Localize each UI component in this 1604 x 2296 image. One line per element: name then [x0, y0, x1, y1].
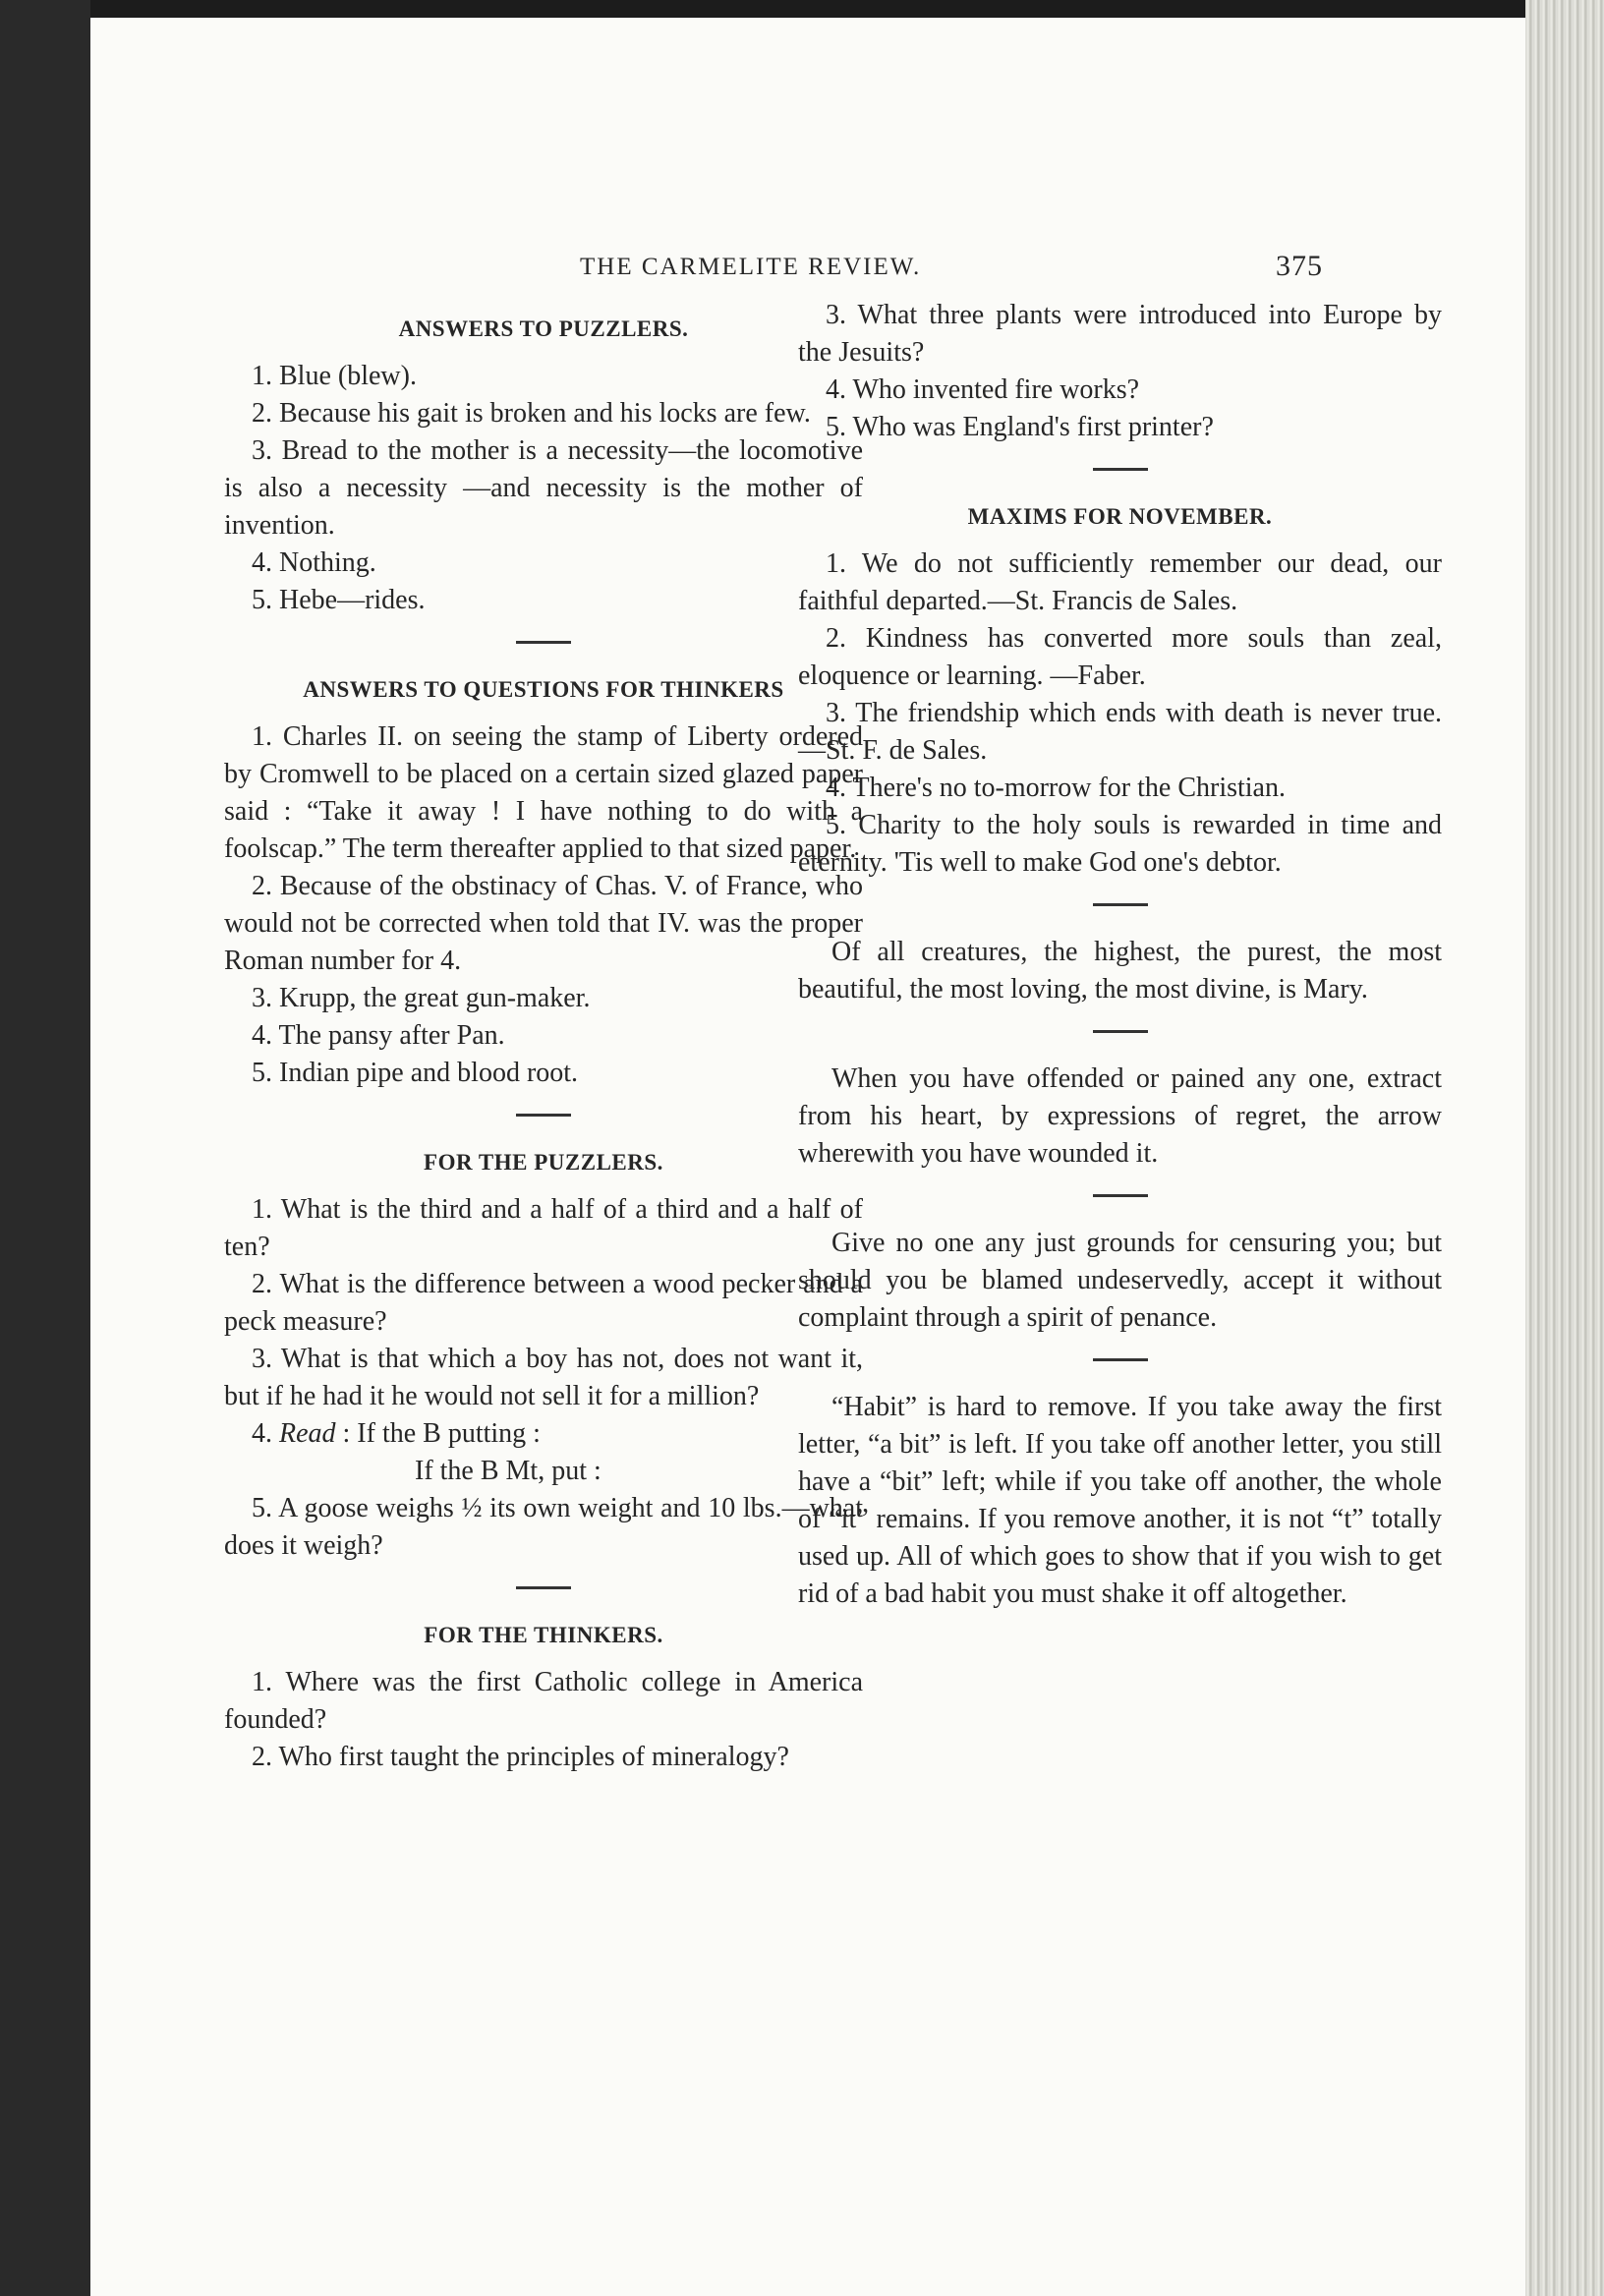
heading-maxims-for-november: MAXIMS FOR NOVEMBER. — [967, 504, 1273, 529]
list-item: 4. Who invented fire works? — [826, 374, 1140, 405]
book-page — [90, 18, 1525, 2296]
list-item: 5. Charity to the holy souls is rewarded in time and eternity. 'Tis well to make God one's debtor. — [798, 810, 1442, 878]
riddle-line-2: If the B Mt, put : — [415, 1456, 602, 1486]
italic-read: Read — [279, 1418, 336, 1449]
list-item: 1. We do not sufficiently remember our dead, our faithful departed.—St. Francis de Sales. — [798, 548, 1442, 616]
list-item: 2. What is the difference between a wood pecker and a peck measure? — [224, 1269, 863, 1337]
section-divider — [1093, 1030, 1148, 1033]
list-item: 3. Bread to the mother is a necessity—the locomotive is also a necessity —and necessity is the mother of invention. — [224, 435, 863, 541]
section-divider — [1093, 903, 1148, 906]
section-divider — [1093, 1194, 1148, 1197]
section-divider — [1093, 1358, 1148, 1361]
section-divider — [516, 641, 571, 644]
list-item-riddle — [224, 1415, 863, 1453]
list-item: 2. Because his gait is broken and his locks are few. — [252, 398, 811, 429]
section-divider — [1093, 468, 1148, 471]
facing-page-edge — [0, 0, 90, 2296]
left-column — [224, 297, 863, 1776]
list-item: 2. Who first taught the principles of mineralogy? — [252, 1742, 789, 1772]
page-number: 375 — [1276, 250, 1323, 282]
list-item: 5. A goose weighs ½ its own weight and 10 lbs.—what does it weigh? — [224, 1493, 863, 1561]
heading-for-the-puzzlers: FOR THE PUZZLERS. — [424, 1150, 663, 1175]
paragraph-offended: When you have offended or pained any one, extract from his heart, by expressions of regret, the arrow wherewith you have wounded it. — [798, 1063, 1442, 1169]
running-head: THE CARMELITE REVIEW. — [580, 254, 922, 280]
item-number: 4. — [252, 1418, 272, 1449]
list-item: 1. What is the third and a half of a third and a half of ten? — [224, 1194, 863, 1262]
right-column — [798, 297, 1442, 1613]
section-divider — [516, 1114, 571, 1117]
list-item: 3. Krupp, the great gun-maker. — [252, 983, 591, 1013]
page-header — [90, 250, 1525, 293]
list-item: 1. Charles II. on seeing the stamp of Liberty ordered by Cromwell to be placed on a certain sized glazed paper said : “Take it away ! I have nothing to do with a foolscap.” The term thereafter applied to that sized paper. — [224, 721, 863, 864]
heading-answers-to-thinkers: ANSWERS TO QUESTIONS FOR THINKERS — [303, 677, 784, 702]
list-item: 4. There's no to-morrow for the Christian. — [826, 773, 1286, 803]
book-page-edges — [1525, 0, 1604, 2296]
list-item: 3. The friendship which ends with death is never true.—St. F. de Sales. — [798, 698, 1442, 766]
paragraph-habit: “Habit” is hard to remove. If you take away the first letter, “a bit” is left. If you take off another letter, you still have a “bit” left; while if you take off another, the whole of “it” remains. If you remove another, it is not “t” totally used up. All of which goes to show that if you wish to get rid of a bad habit you must shake it off altogether. — [798, 1392, 1442, 1609]
paragraph-censuring: Give no one any just grounds for censuring you; but should you be blamed undeservedly, accept it without complaint through a spirit of penance. — [798, 1228, 1442, 1333]
list-item: 5. Hebe—rides. — [252, 585, 426, 615]
riddle-line-1: : If the B putting : — [342, 1418, 541, 1449]
list-item: 1. Blue (blew). — [252, 361, 417, 391]
heading-answers-to-puzzlers: ANSWERS TO PUZZLERS. — [398, 316, 689, 341]
list-item: 3. What is that which a boy has not, does not want it, but if he had it he would not sell it for a million? — [224, 1344, 863, 1411]
paragraph-mary: Of all creatures, the highest, the purest, the most beautiful, the most loving, the most divine, is Mary. — [798, 937, 1442, 1004]
list-item: 5. Who was England's first printer? — [826, 412, 1214, 442]
list-item: 4. Nothing. — [252, 547, 376, 578]
heading-for-the-thinkers: FOR THE THINKERS. — [424, 1623, 663, 1647]
list-item: 4. The pansy after Pan. — [252, 1020, 505, 1051]
list-item: 3. What three plants were introduced into Europe by the Jesuits? — [798, 300, 1442, 368]
list-item: 5. Indian pipe and blood root. — [252, 1058, 579, 1088]
list-item: 1. Where was the first Catholic college in America founded? — [224, 1667, 863, 1735]
section-divider — [516, 1586, 571, 1589]
list-item: 2. Kindness has converted more souls than zeal, eloquence or learning. —Faber. — [798, 623, 1442, 691]
list-item: 2. Because of the obstinacy of Chas. V. of France, who would not be corrected when told that IV. was the proper Roman number for 4. — [224, 871, 863, 976]
